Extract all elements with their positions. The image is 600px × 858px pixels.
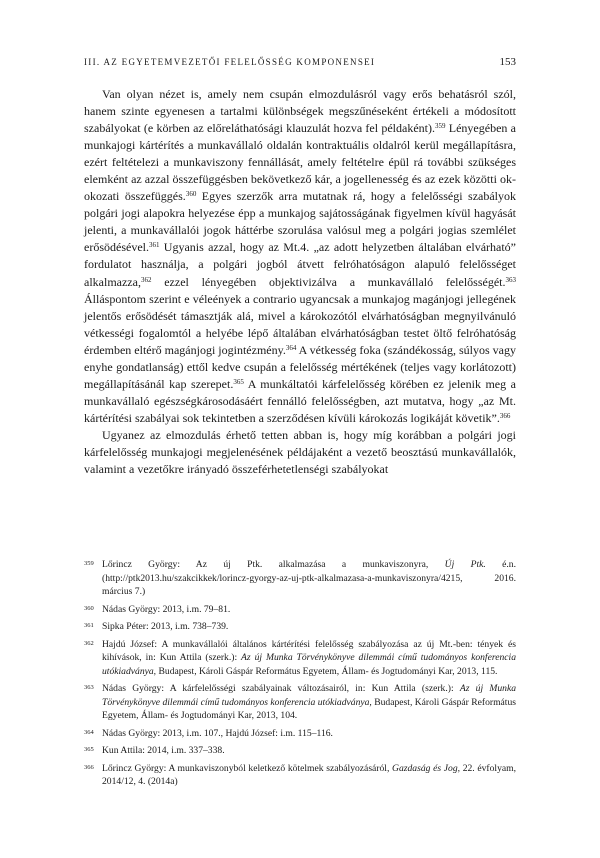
- running-title: III. AZ EGYETEMVEZETŐI FELELŐSSÉG KOMPONENSEI: [84, 57, 376, 67]
- footnote-reference: 364: [285, 343, 297, 352]
- footnote-text: 22. évfolyam, 2014/12, 4. (2014a): [102, 762, 517, 787]
- text-run: Lényegében a munkajogi kártérítés a munkavállaló oldalán kontraktuális oldalról kerül megállapításra, ezért feltételezi a munkaviszony fennállását, amely feltételre épül rá további szükséges elemként az azzal összefüggésben bekövetkező kár, a jogellenesség és az ezek közötti ok-okozati összefüggés.: [84, 121, 516, 204]
- footnote: [84, 744, 516, 758]
- footnote-number: 361: [84, 622, 94, 629]
- footnote-text: Nádas György: 2013, i.m. 107., Hajdú József: i.m. 115–116.: [102, 727, 333, 739]
- footnote-number: 366: [84, 763, 94, 771]
- footnote-reference: 360: [185, 190, 197, 199]
- footnote-text: Sipka Péter: 2013, i.m. 738–739.: [102, 621, 229, 632]
- text-run: Ugyanez az elmozdulás érhető tetten abban is, hogy míg korábban a polgári jogi kárfelelősség munkajogi megjelenésének példájaként a vezető beosztású munkavállalók, valamint a vezetőkre irányadó összeférhetetlenségi szabályokat: [84, 427, 516, 477]
- text-run: Ugyanis azzal, hogy az Mt.4. „az adott helyzetben általában elvárható” fordulatot használja, a polgári jogból átvett felróhatóságon alapuló felelősséget alkalmazza,: [84, 240, 516, 289]
- footnote-number: 359: [84, 560, 94, 567]
- text-run: Van olyan nézet is, amely nem csupán elmozdulásról vagy erős behatásról szól, hanem szinte egyenesen a tartalmi különbségek megszűnéseként értékeli a módosított szabályokat (e körben az előreláthatósági klauzulát hozva fel példaként).: [84, 87, 516, 136]
- footnote-reference: 361: [148, 241, 160, 250]
- footnote: [84, 727, 516, 741]
- body-paragraph: [84, 427, 516, 478]
- footnote-text: Lőrincz György: A munkaviszonyból keletkező kötelmek szabályozásáról,: [102, 762, 393, 774]
- footnote-italic-title: Az új Munka Törvénykönyve dilemmái című tudományos konferencia utókiadványa,: [102, 683, 516, 708]
- footnote-number: 362: [84, 639, 94, 647]
- body-paragraph: [84, 86, 516, 427]
- footnote-number: 364: [84, 728, 94, 736]
- footnote-italic-title: Új Ptk.: [444, 559, 486, 570]
- text-run: Egyes szerzők arra mutatnak rá, hogy a felelősségi szabályok polgári jogi alapokra helyezése épp a munkajog sajátosságának figyelmen kívül hagyását jelenti, a munkavállalói jogok háttérbe szorulása valósul meg a polgári jogias szemlélet erősödésével.: [84, 189, 517, 255]
- footnote-reference: 359: [435, 122, 446, 131]
- footnote: [84, 603, 516, 617]
- running-header: [84, 56, 516, 68]
- footnote-text: Lőrincz György: Az új Ptk. alkalmazása a munkaviszonyra,: [102, 559, 445, 570]
- footnote-number: 360: [84, 604, 94, 612]
- text-run: Álláspontom szerint e véleények a contrario ugyancsak a munkajog magánjogi jellegének jelentős erősödését támasztják alá, mivel a károkozótól elvárhatóságban megnyilvánuló vétkességi fogalomtól a helyébe lépő általában elvárhatóságban testet öltő felróhatóság érdemben eltérő magánjogi jogintézmény.: [84, 291, 516, 357]
- footnote-number: 365: [84, 746, 94, 753]
- footnote-text: Budapest, Károli Gáspár Református Egyetem, Állam- és Jogtudományi Kar, 2013, 104.: [102, 696, 516, 721]
- footnote: [84, 638, 516, 679]
- footnote-text: Budapest, Károli Gáspár Református Egyetem, Állam- és Jogtudományi Kar, 2013, 115.: [156, 665, 498, 677]
- footnote-text: é.n. (http://ptk2013.hu/szakcikkek/lorincz-gyorgy-az-uj-ptk-alkalmazasa-a-munkaviszonyra/4215, 2016. március 7.): [102, 559, 516, 597]
- footnote-number: 363: [84, 684, 94, 691]
- text-run: A munkáltatói kárfelelősség körében ez jelenik meg a munkavállaló egészségkárosodásáért fennálló felelősségben, azt mutatva, hogy „az Mt. kártérítési szabályai sok tekintetben a szerződésen kívüli károkozás logikáját követik”.: [84, 376, 516, 425]
- footnote-italic-title: Az új Munka Törvénykönyve dilemmái című tudományos konferencia utókiadványa,: [102, 652, 516, 677]
- text-run: A vétkesség foka (szándékosság, súlyos vagy enyhe gondatlanság) ettől kedve csupán a felelősség mértékének (teljes vagy korlátozott) megállapításánál kap szerepet.: [84, 342, 516, 391]
- footnote-text: Kun Attila: 2014, i.m. 337–338.: [102, 745, 225, 756]
- footnote-reference: 365: [233, 377, 244, 386]
- footnote-reference: 362: [140, 275, 152, 284]
- footnote-text: Nádas György: A kárfelelősségi szabályainak változásairól, in: Kun Attila (szerk.):: [102, 683, 460, 694]
- footnote: [84, 620, 516, 634]
- footnote: [84, 682, 516, 723]
- footnote-text: Nádas György: 2013, i.m. 79–81.: [102, 603, 231, 615]
- main-text: [84, 86, 516, 478]
- footnote-reference: 366: [499, 411, 511, 420]
- footnote: [84, 558, 516, 599]
- footnote-reference: 363: [505, 275, 516, 284]
- footnote-italic-title: Gazdaság és Jog,: [392, 762, 461, 774]
- footnote: [84, 762, 516, 789]
- page-number: 153: [499, 56, 516, 68]
- footnotes: [84, 558, 516, 793]
- footnote-text: Hajdú József: A munkavállalói általános kártérítési felelősség szabályozása az új Mt.-ben: tények és kihívások, in: Kun Attila (szerk.):: [102, 638, 516, 663]
- text-run: ezzel lényegében objektivizálva a munkavállaló felelősségét.: [151, 274, 506, 289]
